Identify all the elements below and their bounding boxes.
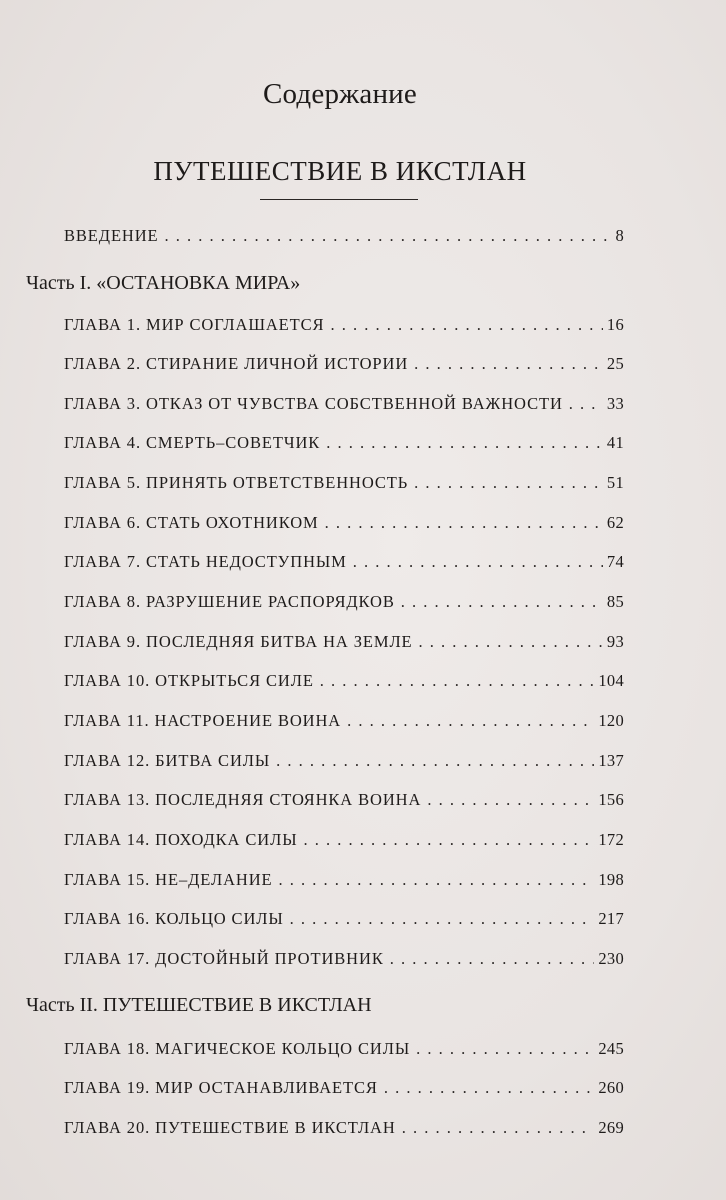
toc-entry-chapter-16 [64,909,624,933]
toc-entry-page: 85 [606,592,624,611]
dot-leader [401,592,603,612]
toc-entry-chapter-11 [64,711,624,735]
dot-leader [390,949,595,969]
toc-entry-chapter-4 [64,433,624,457]
toc-entry-page: 51 [606,473,624,492]
toc-entry-title: ГЛАВА 15. НЕ–ДЕЛАНИЕ [64,870,273,889]
toc-entry-title: ГЛАВА 2. СТИРАНИЕ ЛИЧНОЙ ИСТОРИИ [64,354,409,373]
toc-entry-page: 120 [598,711,624,730]
dot-leader [414,473,603,493]
toc-entry-title: ГЛАВА 4. СМЕРТЬ–СОВЕТЧИК [64,433,321,452]
toc-entry-chapter-20 [64,1118,624,1142]
toc-entry-title: ГЛАВА 20. ПУТЕШЕСТВИЕ В ИКСТЛАН [64,1118,396,1137]
dot-leader [290,909,595,929]
toc-entry-page: 104 [598,671,624,690]
dot-leader [384,1078,595,1098]
toc-entry-page: 74 [606,552,624,571]
dot-leader [279,870,595,890]
toc-entry-title: ВВЕДЕНИЕ [64,226,159,245]
toc-entry-page: 172 [598,830,624,849]
toc-entry-page: 260 [598,1078,624,1097]
toc-entry-page: 217 [598,909,624,928]
dot-leader [325,513,603,533]
toc-entry-chapter-9 [64,632,624,656]
toc-entry-chapter-7 [64,552,624,576]
toc-entry-title: ГЛАВА 19. МИР ОСТАНАВЛИВАЕТСЯ [64,1078,378,1097]
toc-entry-title: ГЛАВА 5. ПРИНЯТЬ ОТВЕТСТВЕННОСТЬ [64,473,409,492]
contents-title: Содержание [263,78,417,110]
toc-entry-chapter-19 [64,1078,624,1102]
toc-entry-page: 62 [606,513,624,532]
toc-entry-page: 41 [606,433,624,452]
toc-entry-chapter-8 [64,592,624,616]
toc-entry-chapter-13 [64,790,624,814]
dot-leader [347,711,594,731]
dot-leader [402,1118,595,1138]
toc-entry-title: ГЛАВА 13. ПОСЛЕДНЯЯ СТОЯНКА ВОИНА [64,790,422,809]
toc-entry-chapter-17 [64,949,624,973]
dot-leader [419,632,603,652]
toc-entry-chapter-6 [64,513,624,537]
dot-leader [427,790,594,810]
toc-entry-intro [64,226,624,250]
toc-entry-title: ГЛАВА 8. РАЗРУШЕНИЕ РАСПОРЯДКОВ [64,592,395,611]
dot-leader [276,751,594,771]
toc-entry-chapter-12 [64,751,624,775]
part-2-heading: Часть II. ПУТЕШЕСТВИЕ В ИКСТЛАН [26,994,372,1016]
dot-leader [165,226,612,246]
toc-entry-page: 16 [606,315,624,334]
toc-entry-page: 137 [598,751,624,770]
toc-entry-title: ГЛАВА 12. БИТВА СИЛЫ [64,751,271,770]
toc-entry-title: ГЛАВА 1. МИР СОГЛАШАЕТСЯ [64,315,325,334]
toc-entry-title: ГЛАВА 17. ДОСТОЙНЫЙ ПРОТИВНИК [64,949,384,968]
dot-leader [330,315,602,335]
book-title: ПУТЕШЕСТВИЕ В ИКСТЛАН [153,156,527,186]
part-1-heading: Часть I. «ОСТАНОВКА МИРА» [26,272,301,294]
toc-entry-page: 198 [598,870,624,889]
toc-entry-title: ГЛАВА 10. ОТКРЫТЬСЯ СИЛЕ [64,671,314,690]
toc-entry-chapter-3 [64,394,624,418]
title-underline [260,199,418,200]
toc-entry-title: ГЛАВА 16. КОЛЬЦО СИЛЫ [64,909,284,928]
dot-leader [320,671,595,691]
toc-entry-title: ГЛАВА 3. ОТКАЗ ОТ ЧУВСТВА СОБСТВЕННОЙ ВАЖНОСТИ [64,394,563,413]
toc-entry-page: 269 [598,1118,624,1137]
toc-entry-chapter-5 [64,473,624,497]
toc-entry-chapter-10 [64,671,624,695]
toc-entry-title: ГЛАВА 14. ПОХОДКА СИЛЫ [64,830,298,849]
toc-entry-page: 8 [615,226,624,245]
dot-leader [569,394,603,414]
toc-entry-chapter-14 [64,830,624,854]
toc-entry-title: ГЛАВА 7. СТАТЬ НЕДОСТУПНЫМ [64,552,347,571]
toc-entry-chapter-2 [64,354,624,378]
toc-entry-title: ГЛАВА 9. ПОСЛЕДНЯЯ БИТВА НА ЗЕМЛЕ [64,632,413,651]
dot-leader [326,433,603,453]
dot-leader [353,552,603,572]
dot-leader [303,830,594,850]
toc-entry-title: ГЛАВА 18. МАГИЧЕСКОЕ КОЛЬЦО СИЛЫ [64,1039,411,1058]
toc-entry-chapter-15 [64,870,624,894]
toc-entry-page: 33 [606,394,624,413]
toc-entry-page: 245 [598,1039,624,1058]
toc-entry-title: ГЛАВА 11. НАСТРОЕНИЕ ВОИНА [64,711,342,730]
toc-entry-chapter-18 [64,1039,624,1063]
toc-entry-page: 230 [598,949,624,968]
toc-entry-page: 156 [598,790,624,809]
toc-entry-title: ГЛАВА 6. СТАТЬ ОХОТНИКОМ [64,513,319,532]
toc-entry-page: 25 [606,354,624,373]
dot-leader [416,1039,594,1059]
toc-entry-chapter-1 [64,315,624,339]
dot-leader [414,354,603,374]
toc-entry-page: 93 [606,632,624,651]
